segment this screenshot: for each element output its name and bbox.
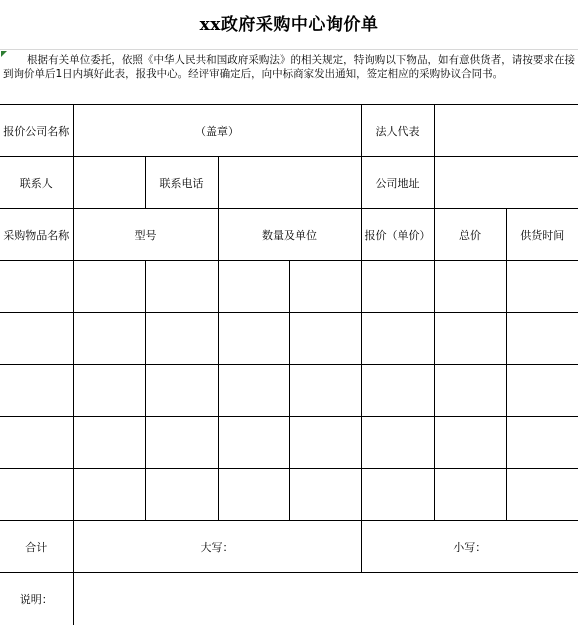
item-cell[interactable] <box>0 261 73 313</box>
item-cell[interactable] <box>361 469 434 521</box>
contact-row <box>0 157 578 209</box>
item-cell[interactable] <box>145 261 218 313</box>
item-cell[interactable] <box>361 261 434 313</box>
item-row <box>0 313 578 365</box>
legal-rep-field[interactable] <box>434 105 578 157</box>
header-quantity-unit: 数量及单位 <box>218 209 361 261</box>
contact-person-field[interactable] <box>73 157 145 209</box>
company-name-label: 报价公司名称 <box>0 105 73 157</box>
items-header-row <box>0 209 578 261</box>
contact-phone-label: 联系电话 <box>145 157 218 209</box>
item-cell[interactable] <box>0 313 73 365</box>
item-cell[interactable] <box>218 417 289 469</box>
item-cell[interactable] <box>73 261 145 313</box>
item-cell[interactable] <box>0 365 73 417</box>
header-delivery-time: 供货时间 <box>506 209 578 261</box>
item-row <box>0 469 578 521</box>
company-address-field[interactable] <box>434 157 578 209</box>
item-cell[interactable] <box>361 417 434 469</box>
contact-phone-field[interactable] <box>218 157 361 209</box>
item-cell[interactable] <box>145 313 218 365</box>
legal-rep-label: 法人代表 <box>361 105 434 157</box>
item-cell[interactable] <box>218 313 289 365</box>
total-row <box>0 521 578 573</box>
item-cell[interactable] <box>434 469 506 521</box>
note-row <box>0 573 578 625</box>
header-model: 型号 <box>73 209 218 261</box>
inquiry-table <box>0 104 578 625</box>
header-total-price: 总价 <box>434 209 506 261</box>
contact-person-label: 联系人 <box>0 157 73 209</box>
page-title: xx政府采购中心询价单 <box>199 14 379 35</box>
item-cell[interactable] <box>73 313 145 365</box>
item-cell[interactable] <box>145 417 218 469</box>
note-label: 说明： <box>0 573 73 625</box>
uppercase-label: 大写： <box>200 540 234 554</box>
item-cell[interactable] <box>506 417 578 469</box>
lowercase-label: 小写： <box>453 540 487 554</box>
seal-label: （盖章） <box>195 124 239 138</box>
item-cell[interactable] <box>434 261 506 313</box>
item-row <box>0 365 578 417</box>
company-row <box>0 105 578 157</box>
item-row <box>0 417 578 469</box>
item-cell[interactable] <box>361 313 434 365</box>
header-unit-price: 报价（单价） <box>361 209 434 261</box>
item-cell[interactable] <box>434 365 506 417</box>
item-cell[interactable] <box>289 313 361 365</box>
item-cell[interactable] <box>289 261 361 313</box>
item-cell[interactable] <box>289 365 361 417</box>
item-cell[interactable] <box>506 313 578 365</box>
item-row <box>0 261 578 313</box>
total-uppercase-field[interactable] <box>73 521 361 573</box>
total-lowercase-field[interactable] <box>361 521 578 573</box>
item-cell[interactable] <box>506 469 578 521</box>
company-name-field[interactable] <box>73 105 361 157</box>
item-cell[interactable] <box>73 469 145 521</box>
item-cell[interactable] <box>289 417 361 469</box>
item-cell[interactable] <box>73 417 145 469</box>
title-divider <box>0 49 578 50</box>
item-cell[interactable] <box>361 365 434 417</box>
header-item-name: 采购物品名称 <box>0 209 73 261</box>
item-cell[interactable] <box>0 469 73 521</box>
item-cell[interactable] <box>73 365 145 417</box>
item-cell[interactable] <box>506 261 578 313</box>
total-label: 合计 <box>0 521 73 573</box>
note-field[interactable] <box>73 573 578 625</box>
item-cell[interactable] <box>0 417 73 469</box>
item-cell[interactable] <box>506 365 578 417</box>
item-cell[interactable] <box>145 365 218 417</box>
item-cell[interactable] <box>434 313 506 365</box>
item-cell[interactable] <box>218 261 289 313</box>
intro-paragraph: 根据有关单位委托，依照《中华人民共和国政府采购法》的相关规定，特询购以下物品，如有意供货者，请按要求在接到询价单后1日内填好此表，报我中心。经评审确定后，向中标商家发出通知，签定相应的采购协议合同书。 <box>3 54 575 80</box>
item-cell[interactable] <box>218 469 289 521</box>
item-cell[interactable] <box>434 417 506 469</box>
company-address-label: 公司地址 <box>361 157 434 209</box>
item-cell[interactable] <box>289 469 361 521</box>
item-cell[interactable] <box>218 365 289 417</box>
item-cell[interactable] <box>145 469 218 521</box>
